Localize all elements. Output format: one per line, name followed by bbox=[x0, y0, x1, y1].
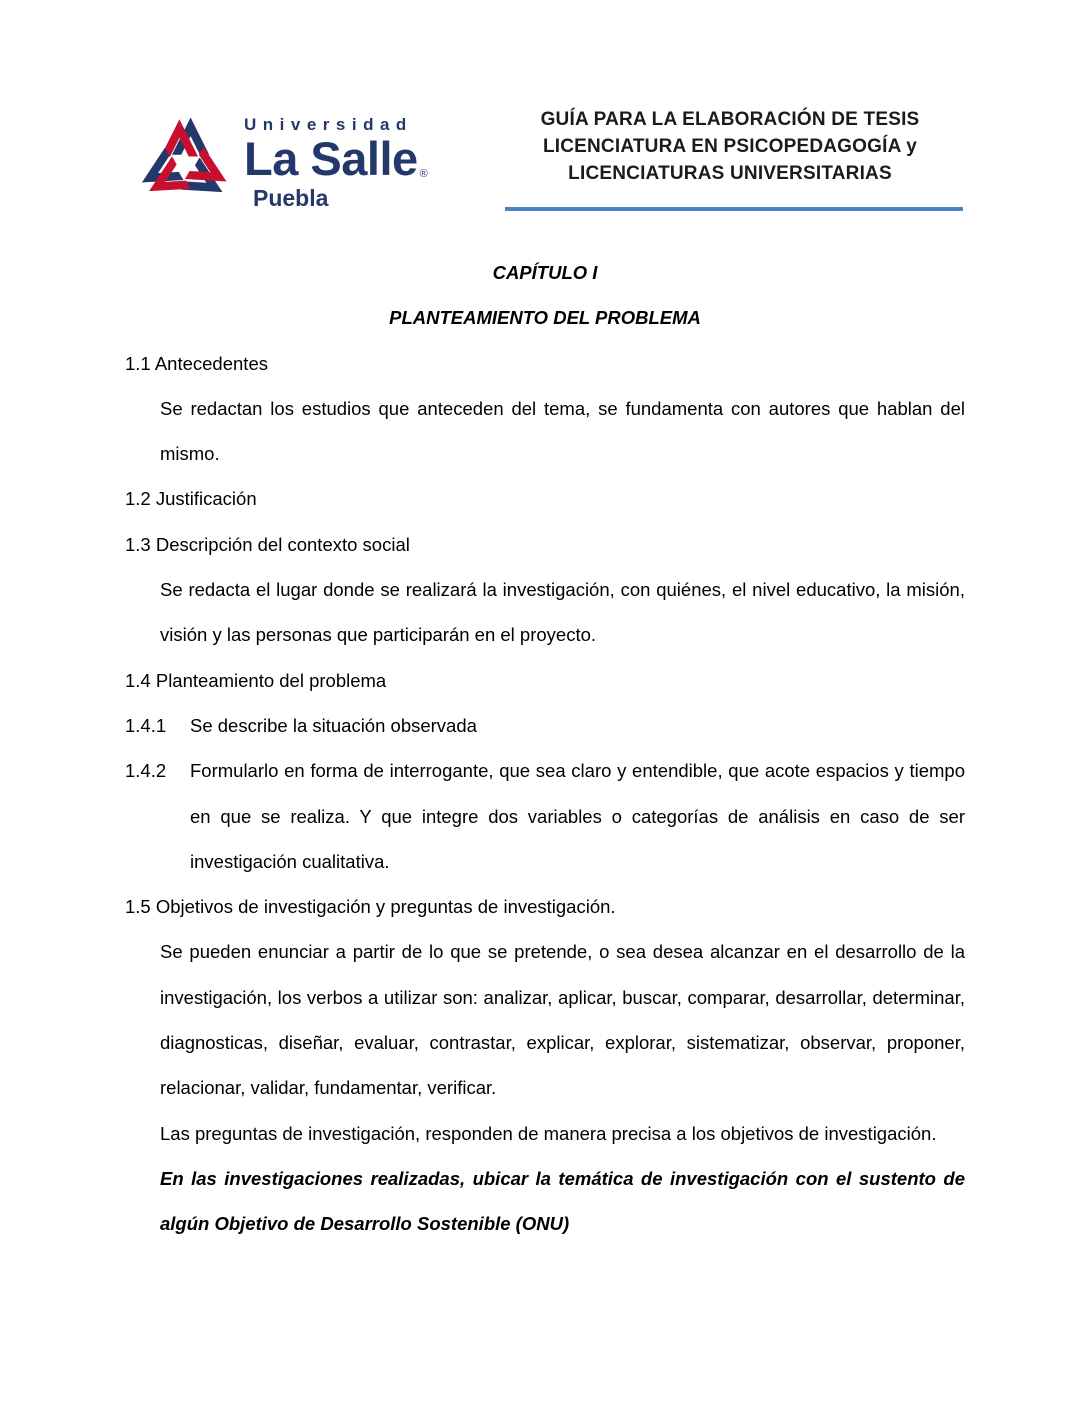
document-body bbox=[125, 250, 965, 1247]
chapter-subtitle: PLANTEAMIENTO DEL PROBLEMA bbox=[389, 307, 701, 329]
logo-lasalle-word: La Salle bbox=[244, 132, 418, 185]
logo-universidad-text: Universidad bbox=[244, 115, 413, 134]
registered-mark-icon: ® bbox=[419, 168, 428, 180]
item-number: 1.4.2 bbox=[125, 760, 167, 782]
paragraph-ods-note: En las investigaciones realizadas, ubicar la temática de investigación con el sustento de algún Objetivo de Desarrollo Sostenible (ONU) bbox=[160, 1167, 965, 1235]
section-heading-1-5: 1.5 Objetivos de investigación y preguntas de investigación. bbox=[125, 896, 616, 918]
header-title-line-3: LICENCIATURAS UNIVERSITARIAS bbox=[568, 163, 892, 184]
section-heading-1-3: 1.3 Descripción del contexto social bbox=[125, 533, 410, 555]
document-header-title bbox=[490, 106, 970, 187]
paragraph-contexto-social: Se redacta el lugar donde se realizará la investigación, con quiénes, el nivel educativo, la misión, visión y las personas que participarán en el proyecto. bbox=[160, 579, 965, 646]
item-number: 1.4.1 bbox=[125, 714, 167, 736]
logo-lasalle-text bbox=[244, 132, 428, 185]
paragraph-antecedentes: Se redactan los estudios que anteceden del tema, se fundamenta con autores que hablan del mismo. bbox=[160, 397, 965, 465]
numbered-item-1-4-2 bbox=[125, 748, 965, 884]
paragraph-objetivos: Se pueden enunciar a partir de lo que se pretende, o sea desea alcanzar en el desarrollo de la investigación, los verbos a utilizar son: analizar, aplicar, buscar, comparar, desarrollar, determinar, diagnosticas, diseñar, evaluar, contrastar, explicar, explorar, sistematizar, observar, proponer, relacionar, validar, fundamentar, verificar. bbox=[160, 941, 965, 1099]
logo-puebla-text: Puebla bbox=[253, 184, 329, 211]
lasalle-emblem-icon bbox=[138, 110, 232, 218]
item-text: Se describe la situación observada bbox=[190, 714, 477, 736]
chapter-title: CAPÍTULO I bbox=[492, 262, 598, 283]
header-title-line-1: GUÍA PARA LA ELABORACIÓN DE TESIS bbox=[540, 109, 920, 130]
section-heading-1-2: 1.2 Justificación bbox=[125, 488, 257, 510]
numbered-item-1-4-1 bbox=[125, 703, 965, 748]
paragraph-preguntas: Las preguntas de investigación, responden de manera precisa a los objetivos de investigación. bbox=[160, 1122, 937, 1144]
item-text: Formularlo en forma de interrogante, que sea claro y entendible, que acote espacios y tiempo en que se realiza. Y que integre dos variables o categorías de análisis en caso de ser investigación cualitativa. bbox=[190, 760, 965, 872]
header-divider-rule bbox=[505, 207, 963, 211]
section-heading-1-4: 1.4 Planteamiento del problema bbox=[125, 669, 387, 691]
logo-wordmark bbox=[244, 110, 427, 212]
section-heading-1-1: 1.1 Antecedentes bbox=[125, 352, 268, 374]
header-title-line-2: LICENCIATURA EN PSICOPEDAGOGÍA y bbox=[542, 136, 918, 157]
university-logo bbox=[138, 110, 427, 218]
